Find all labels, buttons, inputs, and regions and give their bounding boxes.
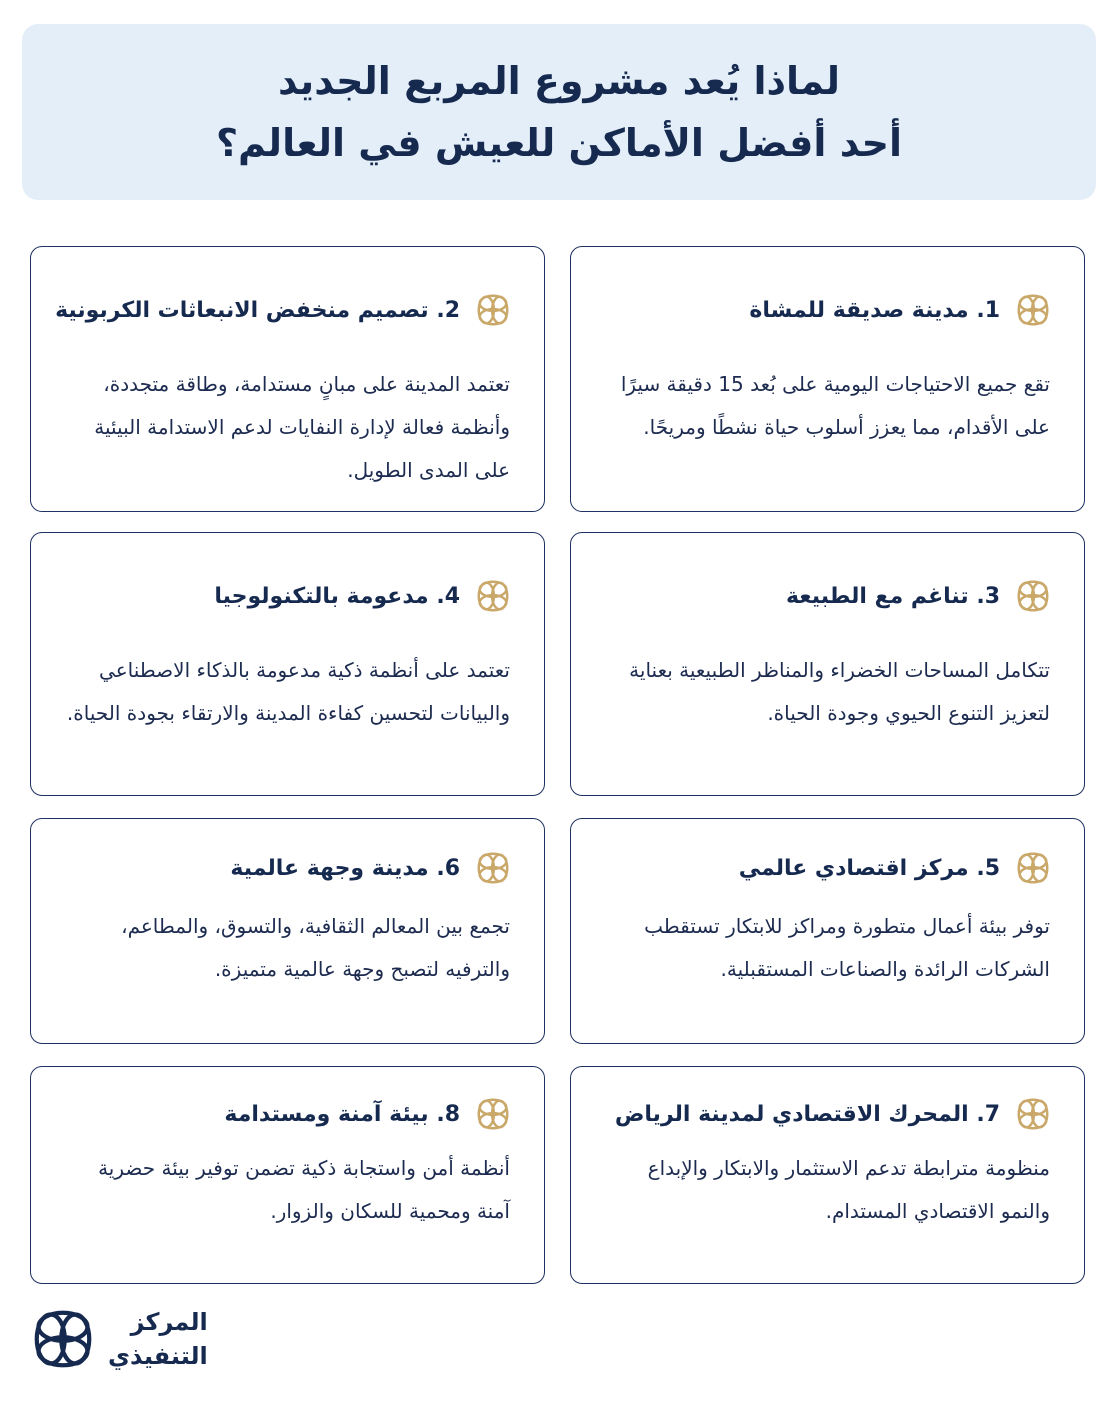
card-title: 2. تصميم منخفض الانبعاثات الكربونية — [55, 297, 460, 323]
card-description: أنظمة أمن واستجابة ذكية تضمن توفير بيئة حضرية آمنة ومحمية للسكان والزوار. — [98, 1156, 510, 1223]
feature-card-2 — [30, 246, 545, 512]
feature-card-1 — [570, 246, 1085, 512]
card-header — [601, 845, 1052, 891]
card-header — [601, 287, 1052, 333]
card-description: منظومة مترابطة تدعم الاستثمار والابتكار والإبداع والنمو الاقتصادي المستدام. — [647, 1156, 1050, 1223]
card-description: توفر بيئة أعمال متطورة ومراكز للابتكار تستقطب الشركات الرائدة والصناعات المستقبلية. — [644, 914, 1050, 981]
logo-wordmark — [108, 1305, 208, 1373]
knot-emblem-icon — [1014, 1095, 1052, 1133]
page-title-line-2: أحد أفضل الأماكن للعيش في العالم؟ — [215, 121, 903, 165]
card-title: 6. مدينة وجهة عالمية — [230, 855, 460, 881]
card-header — [55, 287, 512, 333]
knot-emblem-icon — [1014, 291, 1052, 329]
knot-emblem-icon — [474, 577, 512, 615]
card-description: تتكامل المساحات الخضراء والمناظر الطبيعية بعناية لتعزيز التنوع الحيوي وجودة الحياة. — [629, 658, 1050, 725]
card-title: 5. مركز اقتصادي عالمي — [738, 855, 1000, 881]
card-header — [601, 1091, 1052, 1137]
knot-emblem-icon — [474, 1095, 512, 1133]
knot-emblem-icon — [1014, 849, 1052, 887]
card-description: تقع جميع الاحتياجات اليومية على بُعد 15 دقيقة سيرًا على الأقدام، مما يعزز أسلوب حياة نشطًا ومريحًا. — [620, 372, 1050, 439]
feature-card-7 — [570, 1066, 1085, 1284]
card-description: تعتمد على أنظمة ذكية مدعومة بالذكاء الاصطناعي والبيانات لتحسين كفاءة المدينة والارتقاء بجودة الحياة. — [66, 658, 510, 725]
card-description: تعتمد المدينة على مبانٍ مستدامة، وطاقة متجددة، وأنظمة فعالة لإدارة النفايات لدعم الاستدامة البيئية على المدى الطويل. — [94, 372, 510, 482]
card-title: 1. مدينة صديقة للمشاة — [749, 297, 1000, 323]
card-title: 4. مدعومة بالتكنولوجيا — [214, 583, 460, 609]
knot-emblem-icon — [474, 849, 512, 887]
card-header — [61, 573, 512, 619]
footer-logo — [28, 1304, 208, 1374]
card-header — [601, 573, 1052, 619]
feature-card-6 — [30, 818, 545, 1044]
feature-card-3 — [570, 532, 1085, 796]
logo-line-1: المركز — [130, 1308, 208, 1336]
feature-card-5 — [570, 818, 1085, 1044]
card-title: 8. بيئة آمنة ومستدامة — [224, 1101, 460, 1127]
feature-card-4 — [30, 532, 545, 796]
knot-emblem-icon — [474, 291, 512, 329]
card-title: 7. المحرك الاقتصادي لمدينة الرياض — [614, 1101, 1000, 1127]
page-title-line-1: لماذا يُعد مشروع المربع الجديد — [277, 59, 841, 103]
knot-emblem-icon — [1014, 577, 1052, 615]
card-header — [61, 845, 512, 891]
card-title: 3. تناغم مع الطبيعة — [785, 583, 1000, 609]
card-header — [61, 1091, 512, 1137]
feature-card-8 — [30, 1066, 545, 1284]
knot-logo-icon — [28, 1304, 98, 1374]
title-banner — [22, 24, 1096, 200]
card-description: تجمع بين المعالم الثقافية، والتسوق، والمطاعم، والترفيه لتصبح وجهة عالمية متميزة. — [121, 914, 510, 981]
logo-line-2: التنفيذي — [108, 1342, 208, 1370]
